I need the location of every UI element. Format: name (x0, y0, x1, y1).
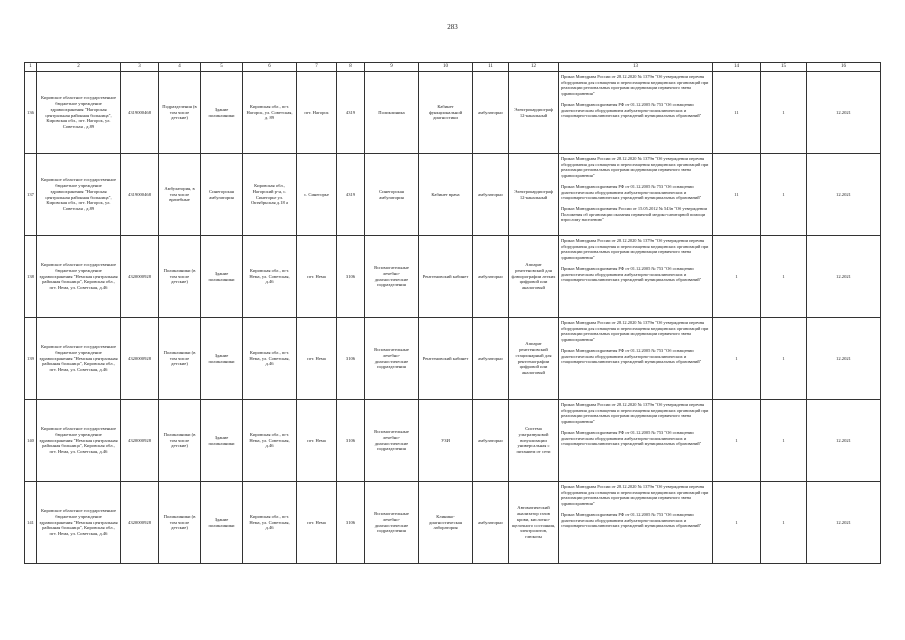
cabinet-cell: Рентгеновский кабинет (419, 318, 473, 400)
row-number-cell: 140 (25, 400, 37, 482)
address-cell: Кировская обл., пгт. Нема, ул. Советская, д.46 (243, 318, 297, 400)
building-cell: Здание поликлиники (201, 236, 243, 318)
care-form-cell: амбулаторно (473, 154, 509, 236)
regulation-text: Приказ Минздрава России от 28.12.2020 № 1379н "Об утверждении перечня оборудования для оснащения и переоснащения медицинских организаций при реализации региональных программ модернизации первичного звена здравоохранения" (561, 320, 709, 343)
unit-type-cell: Поликлиники (в том числе детские) (159, 236, 201, 318)
table-row (25, 154, 881, 236)
column-number: 11 (473, 63, 509, 72)
organization-cell: Кировское областное государственное бюджетное учреждение здравоохранения "Нагорская центральная районная больница", Кировская обл., пгт. Нагорск, ул. Советская , д.89 (37, 72, 121, 154)
equipment-cell: Автоматический анализатор газов крови, кислотно-щелочного состояния, электролитов, глюкозы (509, 482, 559, 564)
column-number: 3 (121, 63, 159, 72)
regulation-text: Приказ Минздрава России от 28.12.2020 № 1379н "Об утверждении перечня оборудования для оснащения и переоснащения медицинских организаций при реализации региональных программ модернизации первичного звена здравоохранения" (561, 402, 709, 425)
settlement-cell: пгт. Нема (297, 236, 337, 318)
cabinet-cell: Рентгеновский кабинет (419, 236, 473, 318)
quantity-cell: 1 (761, 400, 807, 482)
date-cell: 12.2021 (807, 482, 881, 564)
unit-type-cell: Поликлиники (в том числе детские) (159, 318, 201, 400)
quantity-needed-cell: 1 (713, 236, 761, 318)
cabinet-cell: Кабинет врача (419, 154, 473, 236)
organization-cell: Кировское областное государственное бюджетное учреждение здравоохранения "Немская центральная районная больница", Кировская обл., пгт. Нема, ул. Советская, д.46 (37, 236, 121, 318)
building-cell: Здание поликлиники (201, 72, 243, 154)
table-row (25, 236, 881, 318)
row-number-cell: 139 (25, 318, 37, 400)
table-row (25, 482, 881, 564)
column-number: 15 (761, 63, 807, 72)
column-number: 5 (201, 63, 243, 72)
settlement-cell: пгт. Нема (297, 318, 337, 400)
regulation-text: Приказ Минздравсоцразвития РФ от 01.12.2005 № 753 "Об оснащении диагностическим оборудованием амбулаторно-поликлинических и стационарно-поликлинических учреждений муниципальных образований" (561, 265, 702, 283)
equipment-table (24, 62, 881, 564)
row-number-cell: 141 (25, 482, 37, 564)
row-number-cell: 138 (25, 236, 37, 318)
organization-cell: Кировское областное государственное бюджетное учреждение здравоохранения "Немская центральная районная больница", Кировская обл., пгт. Нема, ул. Советская, д.46 (37, 400, 121, 482)
quantity-cell: 1 (761, 236, 807, 318)
regulation-text: Приказ Минздрава России от 28.12.2020 № 1379н "Об утверждении перечня оборудования для оснащения и переоснащения медицинских организаций при реализации региональных программ модернизации первичного звена здравоохранения" (561, 238, 709, 261)
quantity-needed-cell: 11 (713, 72, 761, 154)
column-number: 12 (509, 63, 559, 72)
organization-cell: Кировское областное государственное бюджетное учреждение здравоохранения "Нагорская центральная районная больница", Кировская обл., пгт. Нагорск, ул. Советская , д.89 (37, 154, 121, 236)
regulations-cell (559, 400, 713, 482)
column-number: 8 (337, 63, 365, 72)
equipment-cell: Электрокардиограф 12-канальный (509, 154, 559, 236)
cabinet-cell: УЗИ (419, 400, 473, 482)
regulation-text: Приказ Минздрава России от 28.12.2020 № 1379н "Об утверждении перечня оборудования для оснащения и переоснащения медицинских организаций при реализации региональных программ модернизации первичного звена здравоохранения" (561, 156, 709, 179)
inn-cell: 4319000468 (121, 154, 159, 236)
department-cell: Поликлиника (365, 72, 419, 154)
date-cell: 12.2021 (807, 154, 881, 236)
department-cell: Синегорская амбулатория (365, 154, 419, 236)
table-row (25, 72, 881, 154)
department-cell: Вспомогательные лечебно-диагностические подразделения (365, 482, 419, 564)
address-cell: Кировская обл., пгт. Нема, ул. Советская, д.46 (243, 236, 297, 318)
inn-cell: 4320000928 (121, 482, 159, 564)
regulations-cell (559, 236, 713, 318)
regulation-text: Приказ Минздравсоцразвития РФ от 01.12.2005 № 753 "Об оснащении диагностическим оборудованием амбулаторно-поликлинических и стационарно-поликлинических учреждений муниципальных образований" (561, 511, 702, 529)
settlement-cell: пгт. Нагорск (297, 72, 337, 154)
quantity-cell: 1 (761, 318, 807, 400)
regulations-cell (559, 72, 713, 154)
equipment-cell: Система ультразвуковой визуализации универсальная с питанием от сети (509, 400, 559, 482)
building-cell: Здание поликлиники (201, 318, 243, 400)
page-number: 283 (447, 23, 458, 31)
settlement-cell: пгт. Нема (297, 400, 337, 482)
unit-type-cell: Амбулатория, в том числе врачебные (159, 154, 201, 236)
regulations-cell (559, 482, 713, 564)
inn-cell: 4319000468 (121, 72, 159, 154)
unit-type-cell: Поликлиники (в том числе детские) (159, 400, 201, 482)
regulation-text: Приказ Минздравсоцразвития России от 15.05.2012 № 543н "Об утверждении Положения об организации оказания первичной медико-санитарной помощи взрослому населению" (561, 206, 707, 223)
row-number-cell: 137 (25, 154, 37, 236)
unit-type-cell: Поликлиники (в том числе детские) (159, 482, 201, 564)
address-cell: Кировская обл., пгт. Нема, ул. Советская, д.46 (243, 400, 297, 482)
regulations-cell (559, 318, 713, 400)
quantity-cell: 1 (761, 154, 807, 236)
column-number: 4 (159, 63, 201, 72)
date-cell: 12.2021 (807, 318, 881, 400)
code-cell: 3106 (337, 400, 365, 482)
table-row (25, 400, 881, 482)
equipment-cell: Аппарат рентгеновский стационарный для рентгенографии цифровой или аналоговый (509, 318, 559, 400)
unit-type-cell: Подразделения (в том числе детские) (159, 72, 201, 154)
code-cell: 4319 (337, 72, 365, 154)
regulations-cell (559, 154, 713, 236)
row-number-cell: 136 (25, 72, 37, 154)
care-form-cell: амбулаторно (473, 318, 509, 400)
equipment-cell: Аппарат рентгеновский для флюорографии легких цифровой или аналоговый (509, 236, 559, 318)
column-number: 16 (807, 63, 881, 72)
date-cell: 12.2021 (807, 236, 881, 318)
care-form-cell: амбулаторно (473, 236, 509, 318)
regulation-text: Приказ Минздравсоцразвития РФ от 01.12.2005 № 753 "Об оснащении диагностическим оборудованием амбулаторно-поликлинических и стационарно-поликлинических учреждений муниципальных образований" (561, 347, 702, 365)
table-row (25, 318, 881, 400)
quantity-cell: 1 (761, 482, 807, 564)
inn-cell: 4320000928 (121, 400, 159, 482)
department-cell: Вспомогательные лечебно-диагностические подразделения (365, 318, 419, 400)
address-cell: Кировская обл., пгт. Нема, ул. Советская, д.46 (243, 482, 297, 564)
regulation-text: Приказ Минздравсоцразвития РФ от 01.12.2005 № 753 "Об оснащении диагностическим оборудованием амбулаторно-поликлинических и стационарно-поликлинических учреждений муниципальных образований" (561, 429, 702, 447)
address-cell: Кировская обл., Нагорский р-н, с. Синегорье ул. Октябрьская д.18 а (243, 154, 297, 236)
regulation-text: Приказ Минздрава России от 28.12.2020 № 1379н "Об утверждении перечня оборудования для оснащения и переоснащения медицинских организаций при реализации региональных программ модернизации первичного звена здравоохранения" (561, 74, 709, 97)
column-number: 6 (243, 63, 297, 72)
column-number: 9 (365, 63, 419, 72)
organization-cell: Кировское областное государственное бюджетное учреждение здравоохранения "Немская центральная районная больница", Кировская обл., пгт. Нема, ул. Советская, д.46 (37, 318, 121, 400)
quantity-cell: 1 (761, 72, 807, 154)
date-cell: 12.2021 (807, 72, 881, 154)
care-form-cell: амбулаторно (473, 482, 509, 564)
organization-cell: Кировское областное государственное бюджетное учреждение здравоохранения "Немская центральная районная больница", Кировская обл., пгт. Нема, ул. Советская, д.46 (37, 482, 121, 564)
table-body (25, 72, 881, 564)
code-cell: 3106 (337, 318, 365, 400)
column-number: 14 (713, 63, 761, 72)
column-number-row (25, 63, 881, 72)
code-cell: 3106 (337, 236, 365, 318)
settlement-cell: пгт. Нема (297, 482, 337, 564)
code-cell: 3106 (337, 482, 365, 564)
building-cell: Синегорская амбулатория (201, 154, 243, 236)
building-cell: Здание поликлиники (201, 400, 243, 482)
settlement-cell: с. Синегорье (297, 154, 337, 236)
quantity-needed-cell: 1 (713, 318, 761, 400)
code-cell: 4319 (337, 154, 365, 236)
cabinet-cell: Кабинет функциональной диагностики (419, 72, 473, 154)
column-number: 10 (419, 63, 473, 72)
inn-cell: 4320000928 (121, 318, 159, 400)
column-number: 2 (37, 63, 121, 72)
column-number: 7 (297, 63, 337, 72)
inn-cell: 4320000928 (121, 236, 159, 318)
equipment-cell: Электрокардиограф 12-канальный (509, 72, 559, 154)
care-form-cell: амбулаторно (473, 400, 509, 482)
quantity-needed-cell: 11 (713, 154, 761, 236)
regulation-text: Приказ Минздравсоцразвития РФ от 01.12.2005 № 753 "Об оснащении диагностическим оборудованием амбулаторно-поликлинических и стационарно-поликлинических учреждений муниципальных образований" (561, 183, 702, 201)
department-cell: Вспомогательные лечебно-диагностические подразделения (365, 400, 419, 482)
address-cell: Кировская обл., пгт. Нагорск, ул. Советская, д. 89 (243, 72, 297, 154)
cabinet-cell: Клинико-диагностическая лаборатория (419, 482, 473, 564)
quantity-needed-cell: 1 (713, 482, 761, 564)
building-cell: Здание поликлиники (201, 482, 243, 564)
care-form-cell: амбулаторно (473, 72, 509, 154)
regulation-text: Приказ Минздравсоцразвития РФ от 01.12.2005 № 753 "Об оснащении диагностическим оборудованием амбулаторно-поликлинических и стационарно-поликлинических учреждений муниципальных образований" (561, 101, 702, 119)
date-cell: 12.2021 (807, 400, 881, 482)
column-number: 13 (559, 63, 713, 72)
quantity-needed-cell: 1 (713, 400, 761, 482)
department-cell: Вспомогательные лечебно-диагностические подразделения (365, 236, 419, 318)
regulation-text: Приказ Минздрава России от 28.12.2020 № 1379н "Об утверждении перечня оборудования для оснащения и переоснащения медицинских организаций при реализации региональных программ модернизации первичного звена здравоохранения" (561, 484, 709, 507)
column-number: 1 (25, 63, 37, 72)
